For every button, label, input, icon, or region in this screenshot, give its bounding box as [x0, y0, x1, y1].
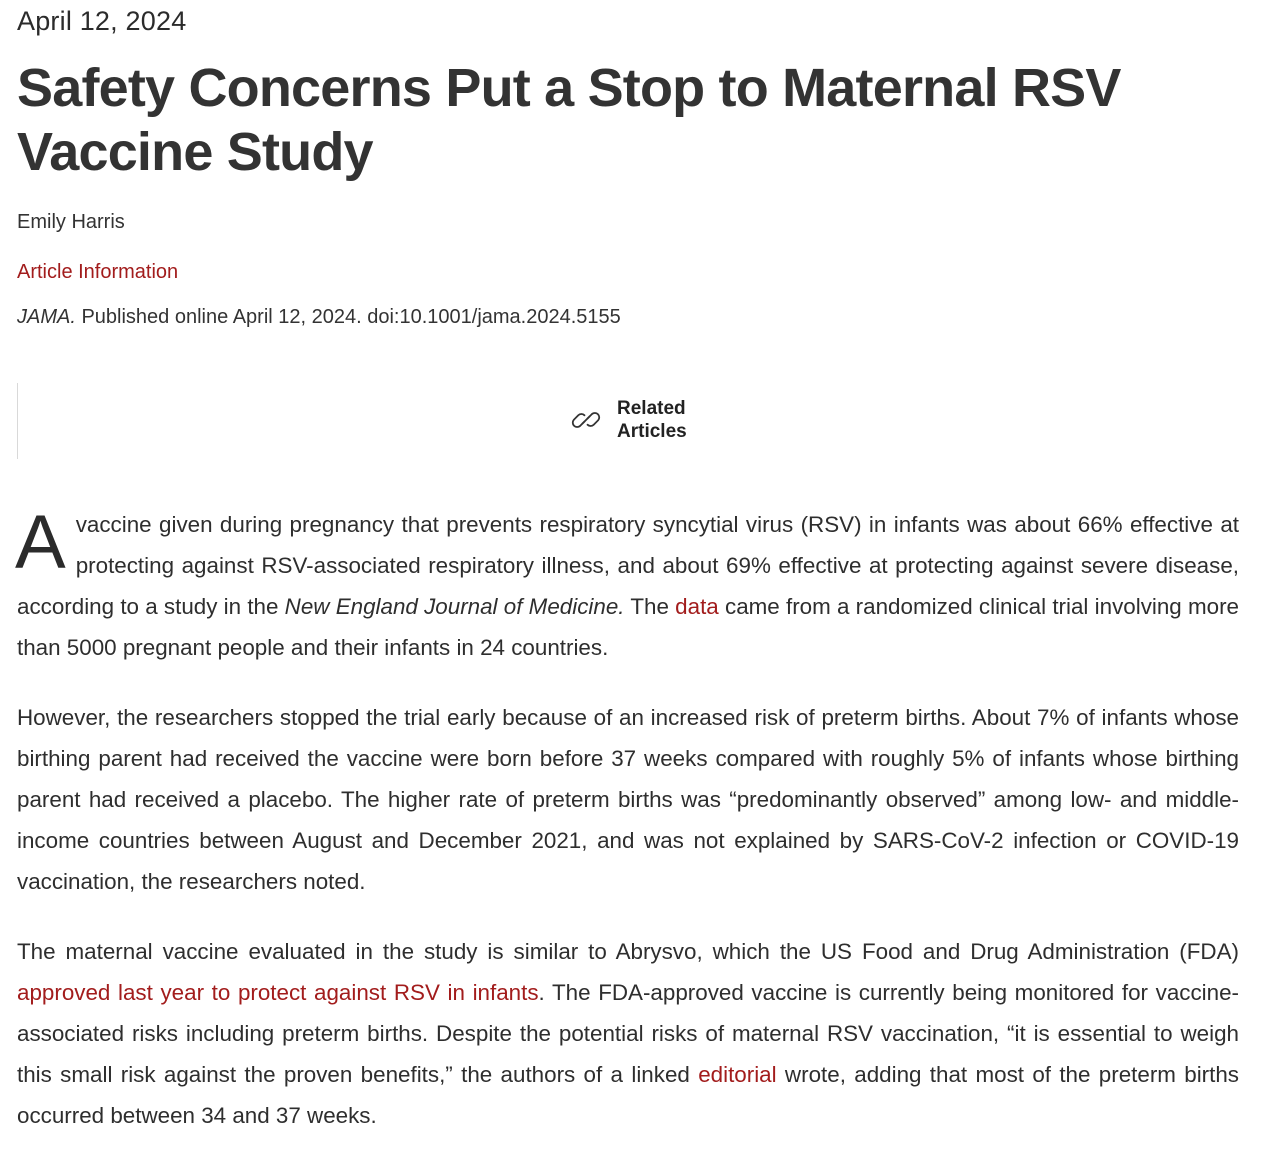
p3-text-1: The maternal vaccine evaluated in the study is similar to Abrysvo, which the US Food and Drug Administration (FDA) [17, 939, 1239, 964]
publication-date: April 12, 2024 [17, 6, 187, 36]
drop-cap: A [15, 500, 66, 585]
p1-text-3: came from a randomized clinical trial involving more than 5000 pregnant people and their infants in 24 countries. [17, 594, 1240, 660]
related-articles-panel [17, 383, 1258, 459]
editorial-link[interactable]: editorial [698, 1062, 777, 1087]
paragraph-2: However, the researchers stopped the trial early because of an increased risk of preterm births. About 7% of infants whose birthing parent had received the vaccine were born before 37 weeks compared with roughly 5% of infants whose birthing parent had received a placebo. The higher rate of preterm births was “predominantly observed” among low- and middle-income countries between August and December 2021, and was not explained by SARS-CoV-2 infection or COVID-19 vaccination, the researchers noted. [17, 705, 1239, 894]
p3-text-2: . The FDA-approved vaccine is currently being monitored for vaccine-associated risks including preterm births. Despite the potential risks of maternal RSV vaccination, “it is essential to weigh this small risk against the proven benefits,” the authors of a linked [17, 980, 1239, 1087]
link-icon [567, 401, 605, 439]
related-label-line1: Related [617, 398, 686, 419]
p1-text-2: The [624, 594, 676, 619]
citation-details: Published online April 12, 2024. doi:10.1001/jama.2024.5155 [75, 306, 621, 328]
fda-approval-link[interactable]: approved last year to protect against RSV in infants [17, 980, 539, 1005]
related-label-line2: Articles [617, 421, 687, 442]
p3-text-3: wrote, adding that most of the preterm births occurred between 34 and 37 weeks. [17, 1062, 1240, 1128]
article-title: Safety Concerns Put a Stop to Maternal RSV Vaccine Study [17, 58, 1121, 182]
author-name: Emily Harris [17, 211, 125, 233]
related-articles-label [617, 397, 697, 443]
journal-name: New England Journal of Medicine. [284, 594, 625, 619]
p1-text-1: vaccine given during pregnancy that prevents respiratory syncytial virus (RSV) in infants was about 66% effective at protecting against RSV-associated respiratory illness, and about 69% effective at protecting against severe disease, according to a study in the [17, 512, 1239, 619]
citation [17, 306, 621, 329]
related-articles-button[interactable] [567, 397, 697, 443]
data-link[interactable]: data [675, 594, 719, 619]
paragraph-3 [17, 931, 1239, 1136]
article-body [15, 500, 1240, 1165]
paragraph-1 [15, 500, 1240, 668]
article-information-link[interactable]: Article Information [17, 261, 179, 283]
citation-journal: JAMA. [17, 306, 76, 328]
